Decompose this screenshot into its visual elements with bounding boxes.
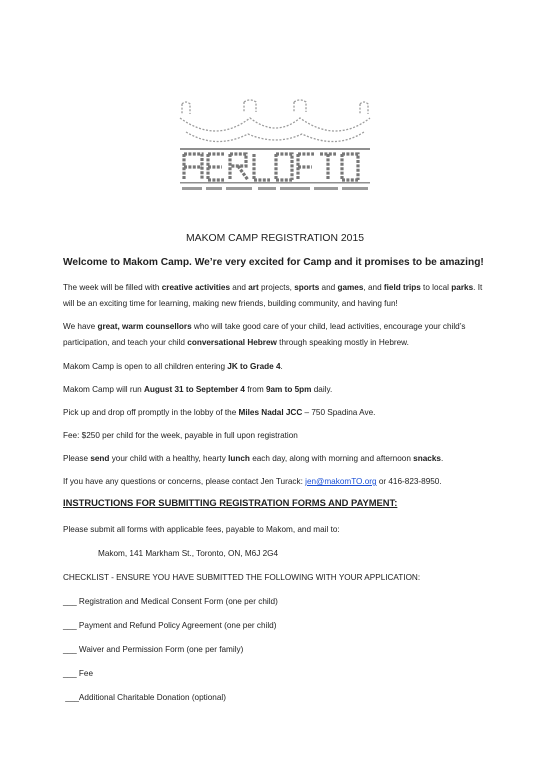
makom-logo <box>176 98 374 196</box>
instructions-heading: INSTRUCTIONS FOR SUBMITTING REGISTRATION FORMS AND PAYMENT: <box>63 497 398 508</box>
document-title: MAKOM CAMP REGISTRATION 2015 <box>185 233 365 244</box>
dates-paragraph: Makom Camp will run August 31 to September 4 from 9am to 5pm daily. <box>63 385 333 394</box>
fee-paragraph: Fee: $250 per child for the week, payable in full upon registration <box>63 431 298 440</box>
submit-instructions: Please submit all forms with applicable fees, payable to Makom, and mail to: <box>63 525 340 534</box>
checklist-item: ___ Registration and Medical Consent Form (one per child) <box>63 597 278 606</box>
intro-paragraph: The week will be filled with creative activities and art projects, sports and games, and field trips to local parks. It will be an exciting time for learning, making new friends, building community, and having fun! <box>63 283 483 308</box>
checklist-item: ___ Fee <box>63 669 94 678</box>
ages-paragraph: Makom Camp is open to all children entering JK to Grade 4. <box>63 362 283 371</box>
lunch-paragraph: Please send your child with a healthy, hearty lunch each day, along with morning and afternoon snacks. <box>63 454 444 463</box>
pickup-paragraph: Pick up and drop off promptly in the lobby of the Miles Nadal JCC – 750 Spadina Ave. <box>63 408 376 417</box>
counsellors-paragraph: We have great, warm counsellors who will take good care of your child, lead activities, encourage your child’s participation, and teach your child conversational Hebrew through speaking mostly in Hebrew. <box>63 322 466 347</box>
contact-paragraph: If you have any questions or concerns, please contact Jen Turack: jen@makomTO.org or 416-823-8950. <box>63 477 442 486</box>
checklist-item: ___ Waiver and Permission Form (one per family) <box>63 645 244 654</box>
checklist-item: ___Additional Charitable Donation (optional) <box>63 693 226 702</box>
welcome-heading: Welcome to Makom Camp. We’re very excited for Camp and it promises to be amazing! <box>63 257 484 268</box>
checklist-heading: CHECKLIST - ENSURE YOU HAVE SUBMITTED THE FOLLOWING WITH YOUR APPLICATION: <box>63 573 421 582</box>
checklist-item: ___ Payment and Refund Policy Agreement (one per child) <box>63 621 277 630</box>
contact-email-link[interactable]: jen@makomTO.org <box>305 477 377 486</box>
mailing-address: Makom, 141 Markham St., Toronto, ON, M6J 2G4 <box>98 549 279 558</box>
